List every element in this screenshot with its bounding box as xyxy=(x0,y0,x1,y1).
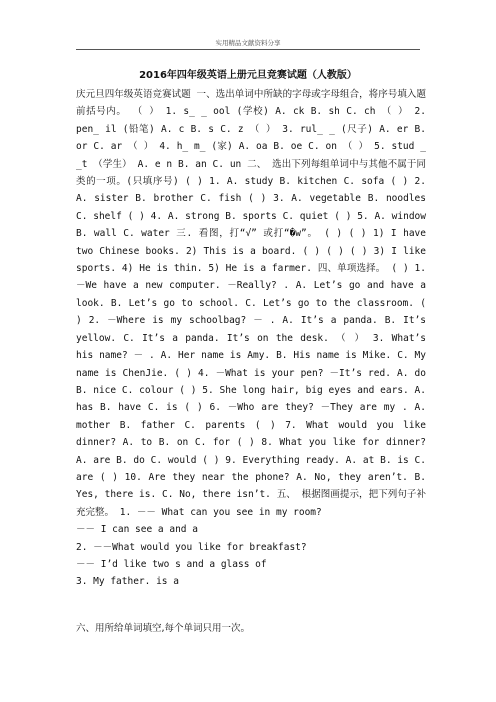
document-body xyxy=(76,86,426,591)
question-3: 3. My father. is a xyxy=(76,576,179,588)
answer-line-1: －－ I can see a and a xyxy=(76,524,198,536)
page-header: 实用精品文献资料分享 xyxy=(76,38,420,50)
answer-line-2: －－ I’d like two s and a glass of xyxy=(76,558,267,570)
section-6-heading: 六、用所给单词填空,每个单词只用一次。 xyxy=(76,623,251,634)
question-2: 2. －－What would you like for breakfast? xyxy=(76,541,307,553)
document-title: 2016年四年级英语上册元旦竞赛试题（人教版） xyxy=(139,70,357,81)
body-paragraph: 庆元旦四年级英语竞赛试题 一、选出单词中所缺的字母或字母组合，将序号填入题前括号内。 （ ） 1. s_ _ ool (学校) A. ck B. sh C. ch （ ） 2. pen_ il (铅笔) A. c B. s C. z （ ） 3. rul_ _ (尺子) A. er B. or C. ar （ ） 4. h_ m_ (家) A. oa B. oe C. on （ ） 5. stud _ _t （学生） A. e n B. an C. un 二、 选出下列每组单词中与其他不属于同类的一项。(只填序号) ( ) 1. A. study B. kitchen C. sofa ( ) 2. A. sister B. brother C. fish ( ) 3. A. vegetable B. noodles C. shelf ( ) 4. A. strong B. sports C. quiet ( ) 5. A. window B. wall C. water 三. 看图，打“√” 或打“�w”。 ( ) ( ) 1) I have two Chinese books. 2) This is a board. ( ) ( ) ( ) 3) I like sports. 4) He is thin. 5) He is a farmer. 四、单项选择。 ( ) 1. －We have a new computer. －Really? . A. Let’s go and have a look. B. Let’s go to school. C. Let’s go to the classroom. ( ) 2. －Where is my schoolbag? － . A. It’s a panda. B. It’s yellow. C. It’s a panda. It’s on the desk. （ ） 3. What’s his name? － . A. Her name is Amy. B. His name is Mike. C. My name is ChenJie. ( ) 4. －What is your pen? －It’s red. A. do B. nice C. colour ( ) 5. She long hair, big eyes and ears. A. has B. have C. is ( ) 6. －Who are they? －They are my . A. mother B. father C. parents ( ) 7. What would you like dinner? A. to B. on C. for ( ) 8. What you like for dinner? A. are B. do C. would ( ) 9. Everything ready. A. at B. is C. are ( ) 10. Are they near the phone? A. No, they aren’t. B. Yes, there is. C. No, there isn’t. 五、 根据图画提示，把下列句子补充完整。 1. －－ What can you see in my room? xyxy=(76,89,426,518)
